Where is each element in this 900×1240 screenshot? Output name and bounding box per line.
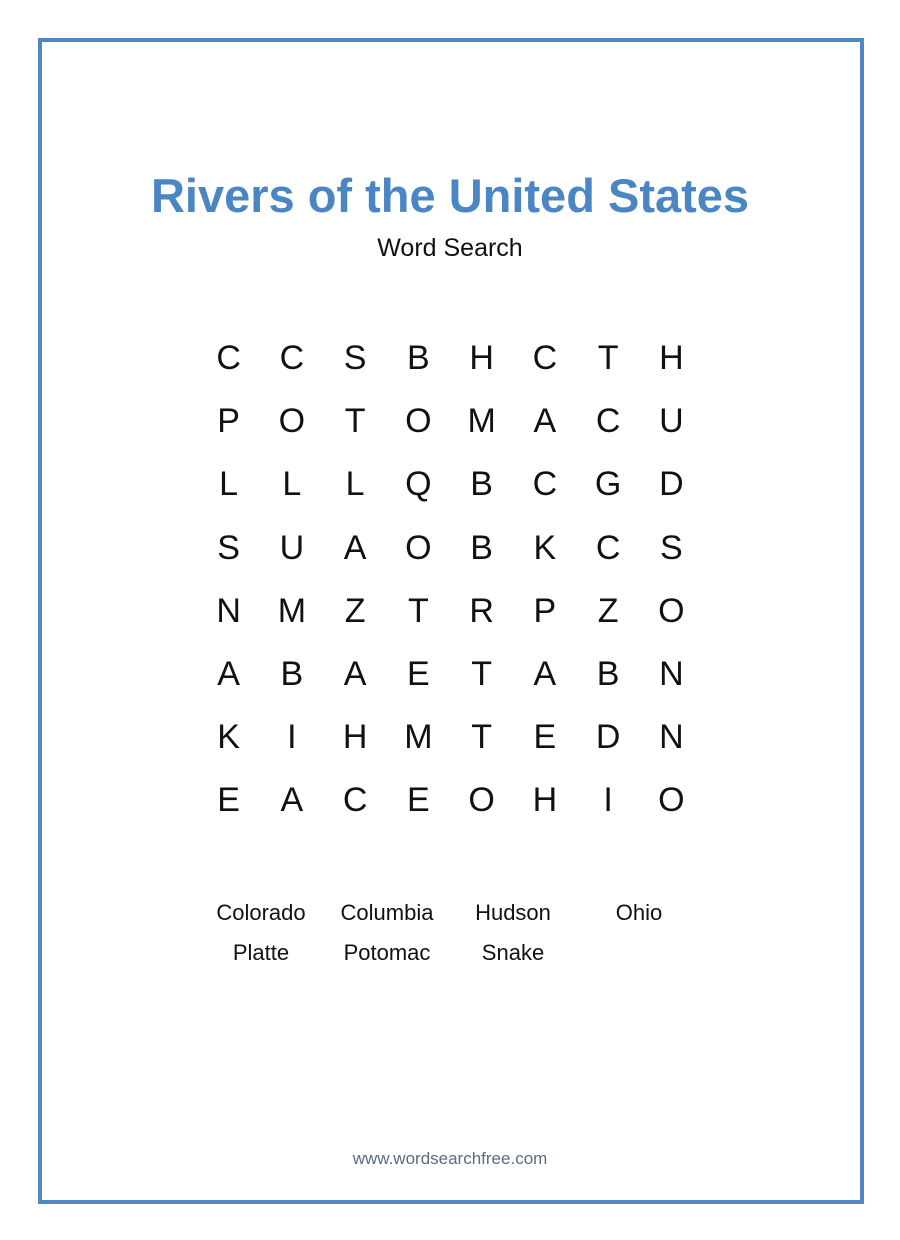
grid-cell[interactable]: O — [468, 781, 495, 820]
grid-cell[interactable]: Z — [344, 591, 366, 630]
grid-cell[interactable]: P — [533, 591, 557, 630]
grid-cell[interactable]: O — [658, 591, 685, 630]
grid-cell[interactable]: S — [343, 339, 367, 378]
grid-cell[interactable]: H — [342, 718, 368, 757]
grid-cell[interactable]: O — [405, 528, 432, 567]
grid-cell[interactable]: C — [279, 339, 305, 378]
grid-cell[interactable]: E — [533, 718, 557, 757]
grid-cell[interactable]: S — [217, 528, 240, 567]
grid-cell[interactable]: Q — [405, 465, 432, 504]
grid-cell[interactable]: T — [471, 655, 493, 694]
grid-cell[interactable]: B — [470, 465, 493, 504]
grid-cell[interactable]: A — [343, 655, 367, 694]
grid-cell[interactable]: L — [219, 465, 239, 504]
grid-cell[interactable]: N — [216, 591, 241, 630]
grid-cell[interactable]: O — [658, 781, 685, 820]
grid-cell[interactable]: T — [597, 339, 619, 378]
grid-cell[interactable]: A — [533, 655, 557, 694]
grid-cell[interactable]: M — [277, 591, 307, 630]
word-list-item: Potomac — [343, 940, 431, 965]
word-list-item: Colorado — [216, 900, 306, 925]
grid-cell[interactable]: S — [660, 528, 683, 567]
grid-cell[interactable]: H — [469, 339, 494, 378]
grid-cell[interactable]: D — [659, 465, 684, 504]
grid-cell[interactable]: L — [345, 465, 365, 504]
grid-cell[interactable]: B — [596, 655, 620, 694]
grid-cell[interactable]: E — [407, 781, 430, 820]
word-list — [198, 893, 702, 973]
grid-cell[interactable]: T — [407, 591, 429, 630]
grid-cell[interactable]: A — [533, 402, 557, 441]
word-list-item: Snake — [481, 940, 545, 965]
grid-cell[interactable]: A — [280, 781, 304, 820]
grid-cell[interactable]: C — [532, 465, 558, 504]
grid-cell[interactable]: E — [217, 781, 240, 820]
grid-cell[interactable]: L — [282, 465, 302, 504]
grid-cell[interactable]: A — [217, 655, 240, 694]
letter-grid — [197, 327, 703, 833]
grid-cell[interactable]: I — [603, 781, 613, 820]
grid-cell[interactable]: O — [405, 402, 432, 441]
grid-cell[interactable]: H — [532, 781, 558, 820]
grid-cell[interactable]: A — [343, 528, 367, 567]
grid-cell[interactable]: P — [217, 402, 240, 441]
grid-cell[interactable]: T — [344, 402, 366, 441]
page-subtitle: Word Search — [377, 234, 523, 262]
grid-cell[interactable]: N — [659, 655, 684, 694]
word-list-item: Hudson — [475, 900, 551, 925]
grid-cell[interactable]: I — [287, 718, 297, 757]
grid-cell[interactable]: E — [407, 655, 430, 694]
grid-cell[interactable]: R — [469, 591, 494, 630]
grid-cell[interactable]: T — [471, 718, 493, 757]
grid-cell[interactable]: K — [533, 528, 557, 567]
grid-cell[interactable]: M — [467, 402, 496, 441]
grid-cell[interactable]: N — [659, 718, 684, 757]
grid-cell[interactable]: M — [404, 718, 433, 757]
grid-cell[interactable]: C — [342, 781, 368, 820]
grid-cell[interactable]: K — [217, 718, 240, 757]
grid-cell[interactable]: B — [280, 655, 304, 694]
grid-cell[interactable]: C — [595, 402, 621, 441]
grid-cell[interactable]: Z — [597, 591, 619, 630]
page-title: Rivers of the United States — [150, 169, 750, 222]
grid-cell[interactable]: B — [470, 528, 493, 567]
grid-cell[interactable]: C — [595, 528, 621, 567]
grid-cell[interactable]: U — [659, 402, 684, 441]
grid-cell[interactable]: B — [407, 339, 430, 378]
grid-cell[interactable]: U — [279, 528, 305, 567]
word-list-item: Columbia — [340, 900, 434, 925]
grid-cell[interactable]: H — [659, 339, 684, 378]
grid-cell[interactable]: O — [278, 402, 306, 441]
grid-cell[interactable]: G — [594, 465, 622, 504]
footer-url[interactable]: www.wordsearchfree.com — [352, 1149, 548, 1168]
grid-cell[interactable]: C — [216, 339, 241, 378]
word-list-item: Platte — [232, 940, 290, 965]
word-list-item: Ohio — [615, 900, 663, 925]
grid-cell[interactable]: C — [532, 339, 558, 378]
grid-cell[interactable]: D — [595, 718, 621, 757]
